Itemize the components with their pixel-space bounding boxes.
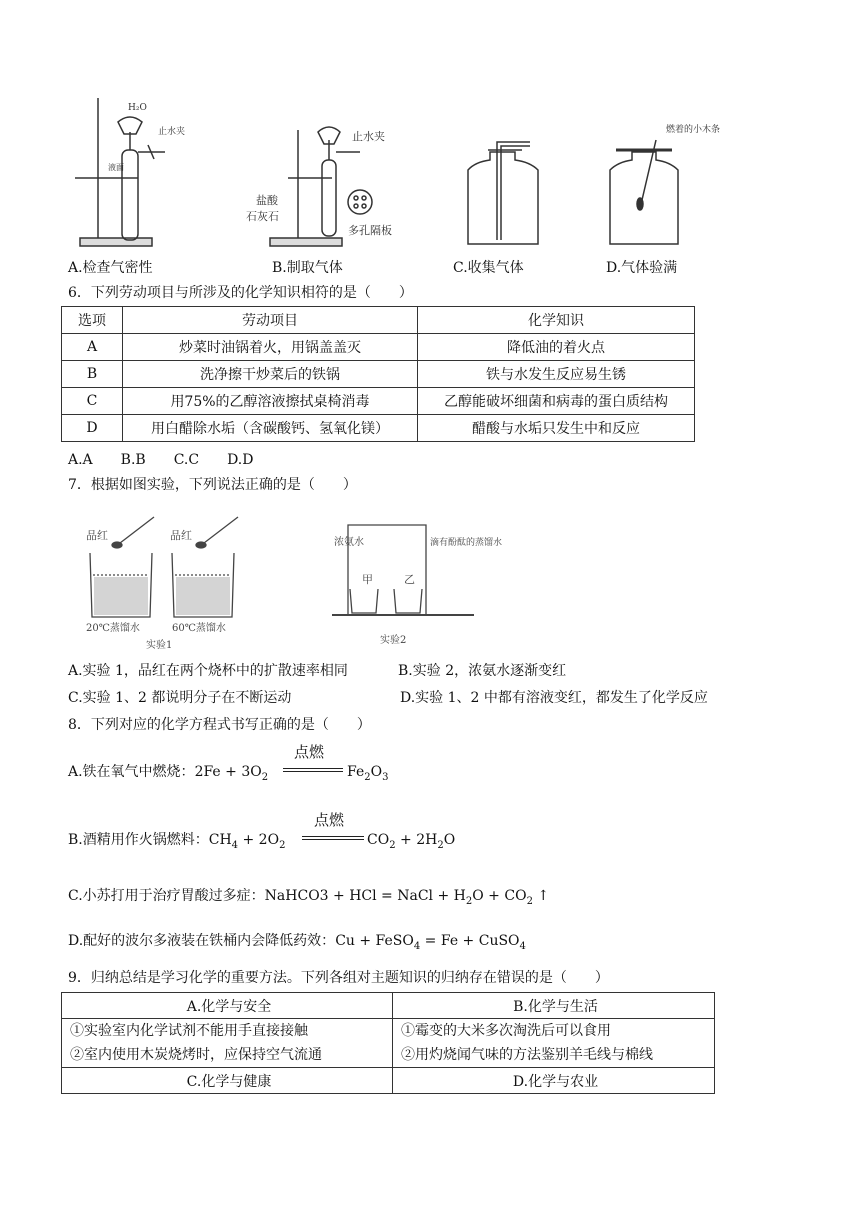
label-water-20: 20℃蒸馏水 — [86, 623, 140, 634]
condition-ignite-a: 点燃 — [294, 743, 325, 761]
label-clamp-b: 止水夹 — [352, 130, 385, 143]
item-b2: ②用灼烧闻气味的方法鉴别羊毛线与棉线 — [401, 1047, 653, 1063]
table-header-row — [62, 307, 695, 334]
cell: A — [62, 334, 123, 361]
q6-choices: A.A B.B C.C D.D — [68, 452, 254, 468]
item-a2: ②室内使用木炭烧烤时，应保持空气流通 — [70, 1047, 322, 1063]
label-clamp-a: 止水夹 — [158, 127, 186, 137]
cell: C — [62, 388, 123, 415]
table-row — [62, 361, 695, 388]
q8-option-c: C.小苏打用于治疗胃酸过多症：NaHCO3 + HCl = NaCl + $H_2O + CO_2$ ↑ — [68, 888, 550, 907]
q7-option-b: B.实验 2，浓氨水逐渐变红 — [398, 663, 567, 679]
q8-option-a: A.铁在氧气中燃烧：$2Fe + 3O_2$ — [68, 764, 269, 783]
table-row — [62, 1019, 715, 1068]
label-yi: 乙 — [404, 573, 415, 586]
option-prefix: C.小苏打用于治疗胃酸过多症： — [68, 888, 265, 904]
q8-stem: 8．下列对应的化学方程式书写正确的是（ ） — [68, 717, 371, 733]
cell-d-title: D.化学与农业 — [393, 1068, 715, 1094]
q6-table — [61, 306, 695, 442]
cell-a-title: A.化学与安全 — [62, 993, 393, 1019]
q7-option-a: A.实验 1，品红在两个烧杯中的扩散速率相同 — [68, 663, 348, 679]
table-row — [62, 415, 695, 442]
option-prefix: B.酒精用作火锅燃料： — [68, 832, 209, 848]
label-phenol: 滴有酚酞的蒸馏水 — [430, 538, 503, 548]
cell-a-content — [62, 1019, 393, 1068]
condition-ignite-b: 点燃 — [314, 811, 345, 829]
q8-option-d: D.配好的波尔多液装在铁桶内会降低药效：Cu + FeSO$_4$ = Fe + CuSO$_4$ — [68, 933, 526, 952]
q9-table — [61, 992, 715, 1094]
option-prefix: D.配好的波尔多液装在铁桶内会降低药效： — [68, 933, 336, 949]
q8-a-product: $Fe_2O_3$ — [347, 764, 389, 783]
label-jia: 甲 — [362, 573, 373, 586]
apparatus-d — [610, 140, 678, 244]
item-a1: ①实验室内化学试剂不能用手直接接触 — [70, 1023, 308, 1039]
q8-option-b: B.酒精用作火锅燃料：$CH_4 + 2O_2$ — [68, 832, 286, 851]
cell: 洗净擦干炒菜后的铁锅 — [123, 361, 418, 388]
label-limestone: 石灰石 — [246, 210, 279, 223]
cell: 乙醇能破坏细菌和病毒的蛋白质结构 — [418, 388, 695, 415]
cell: 铁与水发生反应易生锈 — [418, 361, 695, 388]
apparatus-c — [468, 142, 538, 244]
label-hcl: 盐酸 — [256, 194, 278, 207]
apparatus-a — [75, 98, 165, 246]
table-row — [62, 334, 695, 361]
cell-b-content — [393, 1019, 715, 1068]
option-a: A.检查气密性 — [68, 260, 153, 276]
label-liquid: 液面 — [108, 163, 124, 172]
cell: D — [62, 415, 123, 442]
label-stick: 燃着的小木条 — [666, 125, 721, 135]
cell: 用白醋除水垢（含碳酸钙、氢氧化镁） — [123, 415, 418, 442]
header-option: 选项 — [62, 307, 123, 334]
cell-c-title: C.化学与健康 — [62, 1068, 393, 1094]
header-knowledge: 化学知识 — [418, 307, 695, 334]
table-row — [62, 1068, 715, 1094]
cell: 炒菜时油锅着火，用锅盖盖灭 — [123, 334, 418, 361]
cell-b-title: B.化学与生活 — [393, 993, 715, 1019]
label-h2o: H₂O — [128, 103, 147, 113]
header-labor: 劳动项目 — [123, 307, 418, 334]
option-c: C.收集气体 — [453, 260, 524, 276]
label-plate: 多孔隔板 — [348, 224, 392, 237]
option-prefix: A.铁在氧气中燃烧： — [68, 764, 195, 780]
cell: 醋酸与水垢只发生中和反应 — [418, 415, 695, 442]
item-b1: ①霉变的大米多次淘洗后可以食用 — [401, 1023, 611, 1039]
table-row — [62, 993, 715, 1019]
label-pinhong-1: 品红 — [86, 529, 108, 542]
equation-line-b — [302, 836, 364, 840]
q5-apparatus-figures — [60, 90, 720, 250]
label-exp-1: 实验1 — [146, 640, 173, 651]
option-b: B.制取气体 — [272, 260, 343, 276]
cell: 用75%的乙醇溶液擦拭桌椅消毒 — [123, 388, 418, 415]
q8-b-product: $CO_2 + 2H_2O$ — [367, 832, 456, 851]
label-ammonia: 浓氨水 — [334, 537, 364, 548]
q7-option-c: C.实验 1、2 都说明分子在不断运动 — [68, 690, 292, 706]
label-water-60: 60℃蒸馏水 — [172, 623, 226, 634]
q7-option-d: D.实验 1、2 中都有溶液变红，都发生了化学反应 — [400, 690, 708, 706]
q7-experiment-figure — [80, 505, 503, 655]
label-exp-2: 实验2 — [380, 635, 407, 646]
cell: 降低油的着火点 — [418, 334, 695, 361]
cell: B — [62, 361, 123, 388]
table-row — [62, 388, 695, 415]
q9-stem: 9．归纳总结是学习化学的重要方法。下列各组对主题知识的归纳存在错误的是（ ） — [68, 970, 609, 986]
label-pinhong-2: 品红 — [170, 529, 192, 542]
option-d: D.气体验满 — [606, 260, 678, 276]
q7-stem: 7．根据如图实验，下列说法正确的是（ ） — [68, 477, 357, 493]
equation-line-a — [283, 768, 343, 772]
q6-stem: 6．下列劳动项目与所涉及的化学知识相符的是（ ） — [68, 285, 413, 301]
